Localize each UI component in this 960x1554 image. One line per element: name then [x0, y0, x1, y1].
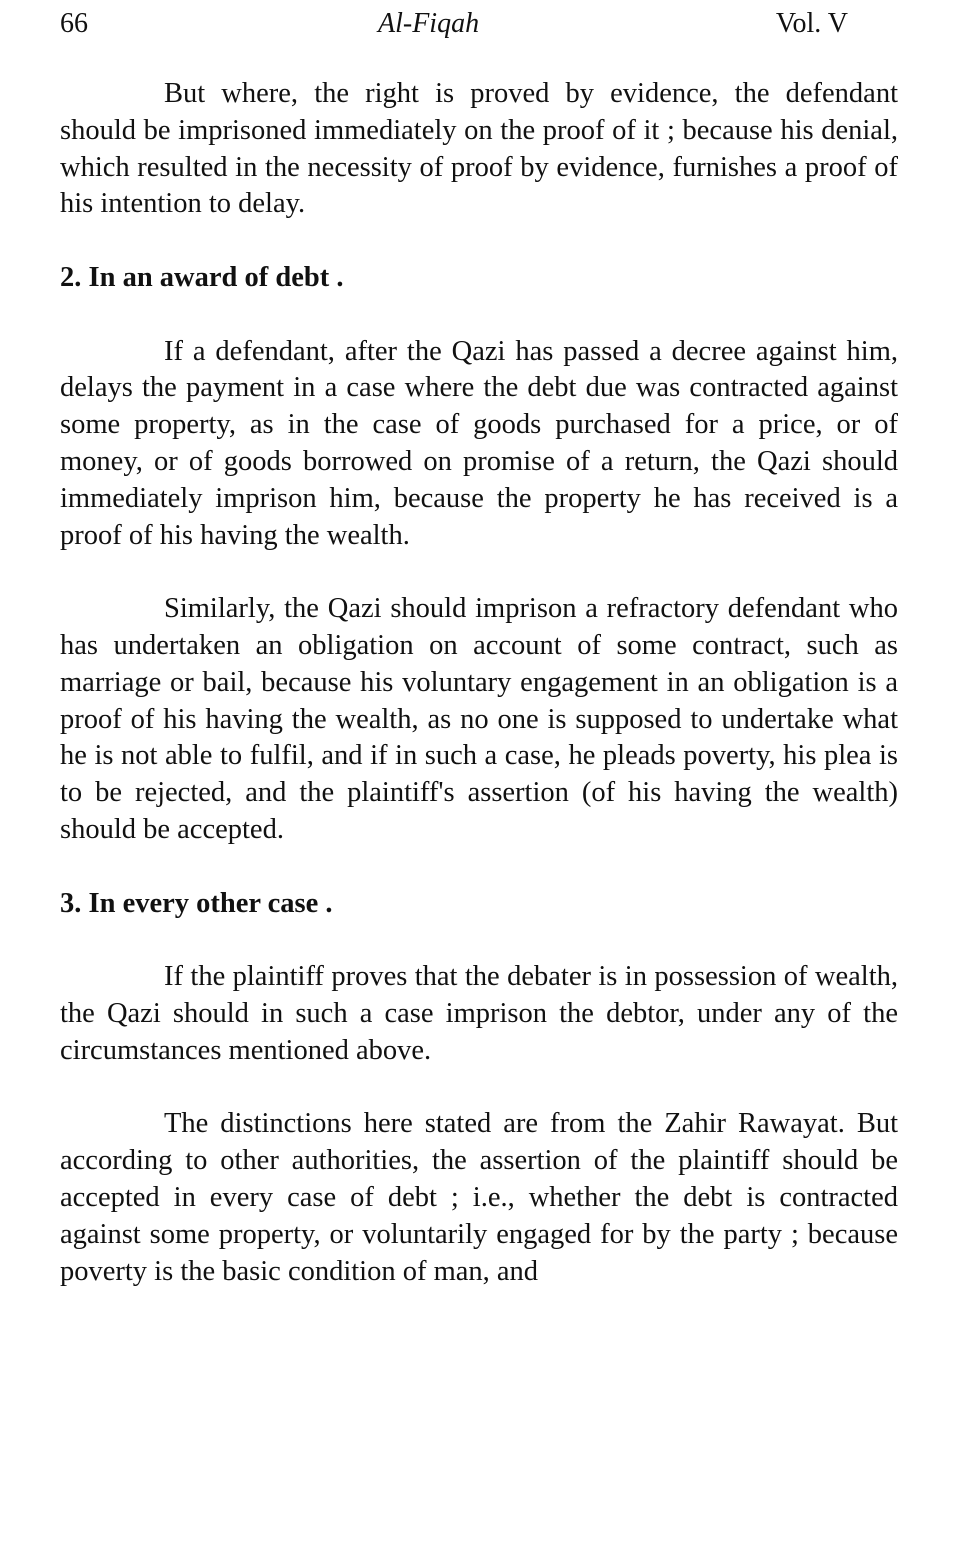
page-number: 66	[60, 8, 88, 39]
book-title: Al-Fiqah	[378, 8, 480, 39]
spacer	[60, 922, 898, 959]
spacer	[60, 297, 898, 334]
paragraph-award-of-debt: If a defendant, after the Qazi has passed a decree against him, delays the payment in a case where the debt due was contracted against some property, as in the case of goods purchased for a price, or of money, or of goods borrowed on promise of a return, the Qazi should immediately imprison him, because the property he has received is a proof of his having the wealth.	[60, 335, 898, 551]
page-header	[60, 4, 848, 44]
paragraph-refractory-defendant: Similarly, the Qazi should imprison a refractory defendant who has undertaken an obligation on account of some contract, such as marriage or bail, because his voluntary engagement in an obligation is a proof of his having the wealth, as no one is supposed to undertake what he is not able to fulfil, and if in such a case, he pleads poverty, his plea is to be rejected, and the plaintiff's assertion (of his having the wealth) should be accepted.	[60, 593, 898, 845]
paragraph-distinctions: The distinctions here stated are from the Zahir Rawayat. But according to other authorities, the assertion of the plaintiff should be accepted in every case of debt ; i.e., whether the debt is contracted against some property, or voluntarily engaged for by the party ; because poverty is the basic condition of man, and	[60, 1108, 898, 1287]
spacer	[60, 223, 898, 260]
volume-label: Vol. V	[775, 8, 848, 39]
spacer	[60, 1070, 898, 1107]
section-heading-award-of-debt: 2. In an award of debt .	[60, 261, 344, 293]
paragraph-every-other-case: If the plaintiff proves that the debater is in possession of wealth, the Qazi should in such a case imprison the debtor, under any of the circumstances mentioned above.	[60, 961, 898, 1066]
paragraph-evidence: But where, the right is proved by evidence, the defendant should be imprisoned immediately on the proof of it ; because his denial, which resulted in the necessity of proof by evidence, furnishes a proof of his intention to delay.	[60, 78, 898, 220]
page-body	[60, 76, 898, 1290]
spacer	[60, 554, 898, 591]
spacer	[60, 849, 898, 886]
section-heading-every-other-case: 3. In every other case .	[60, 887, 333, 919]
